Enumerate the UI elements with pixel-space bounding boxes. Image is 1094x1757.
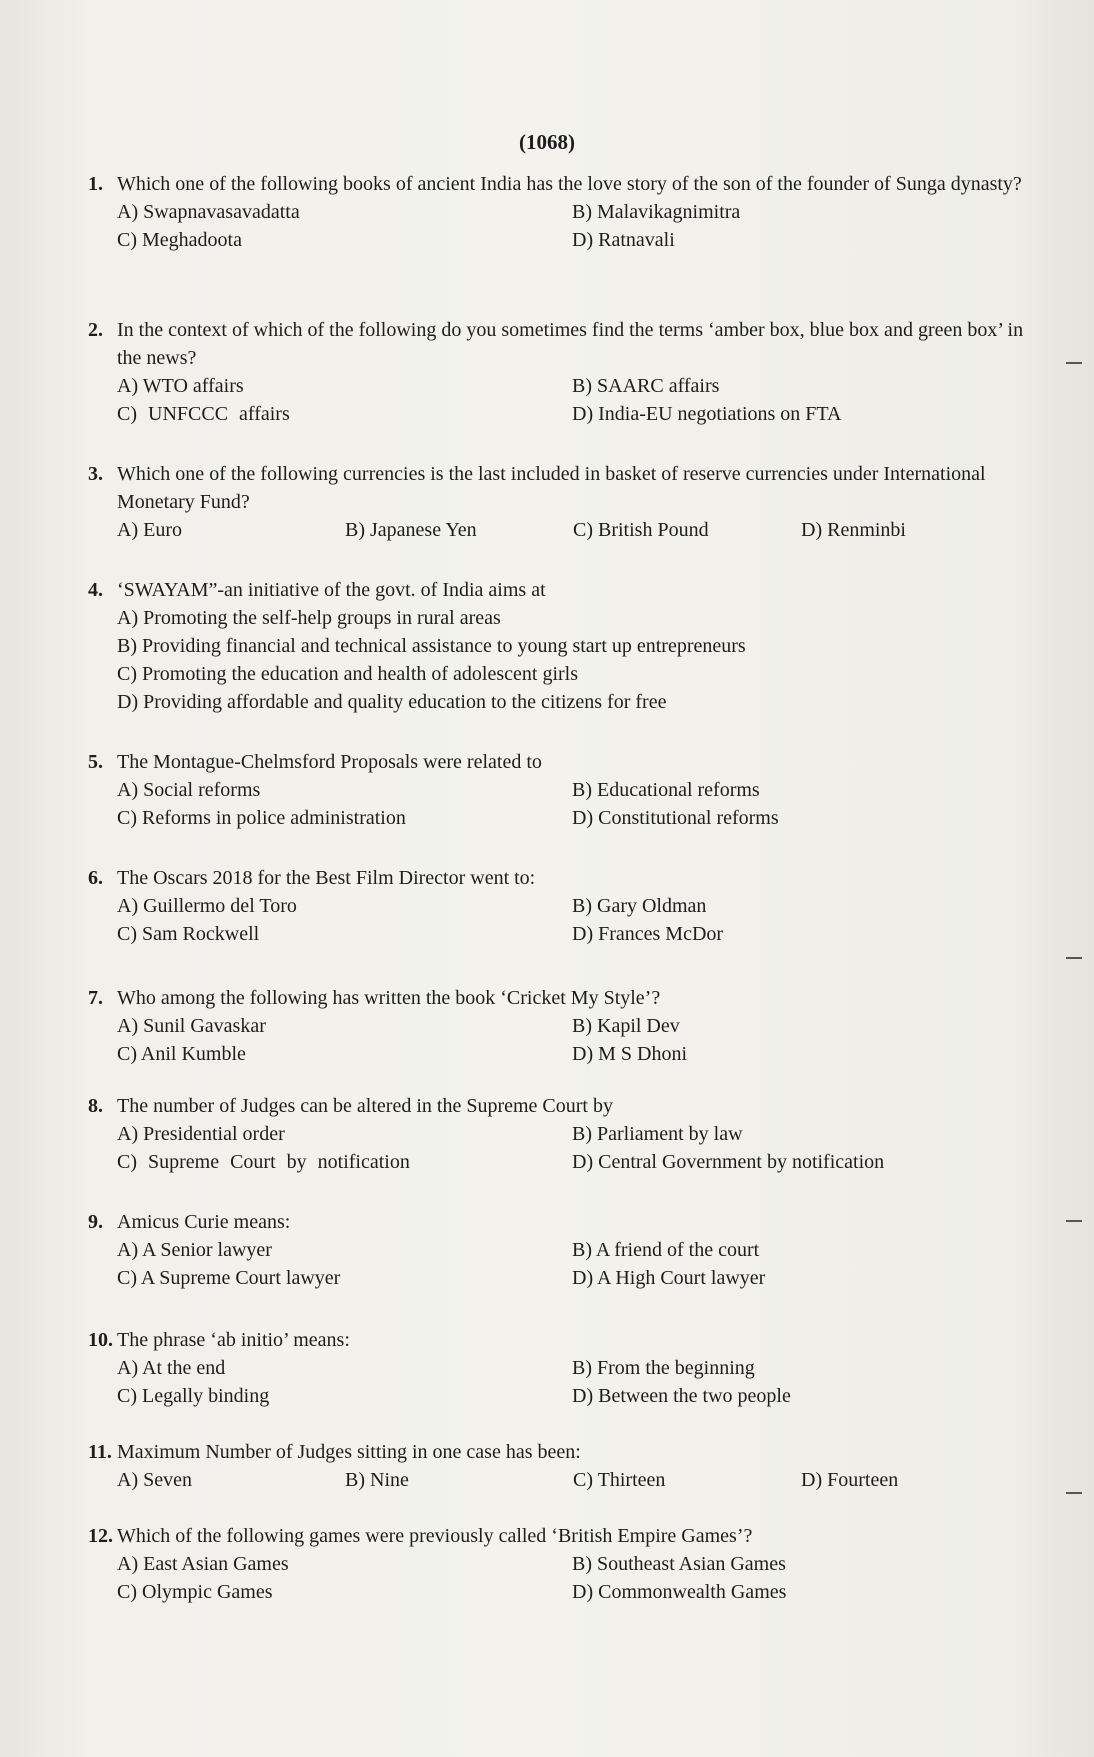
option-a: A) Seven bbox=[117, 1469, 192, 1491]
question-6 bbox=[88, 864, 1038, 948]
question-text: Who among the following has written the book ‘Cricket My Style’? bbox=[117, 987, 661, 1009]
option-d: D) Constitutional reforms bbox=[572, 807, 779, 829]
option-a: A) Guillermo del Toro bbox=[117, 895, 297, 917]
option-d: D) India-EU negotiations on FTA bbox=[572, 403, 842, 425]
question-text: The number of Judges can be altered in the Supreme Court by bbox=[117, 1095, 613, 1117]
option-a: A) Euro bbox=[117, 519, 182, 541]
margin-mark bbox=[1066, 1220, 1082, 1222]
margin-mark bbox=[1066, 957, 1082, 959]
option-b: B) Malavikagnimitra bbox=[572, 201, 741, 223]
margin-mark bbox=[1066, 1492, 1082, 1494]
option-b: B) Kapil Dev bbox=[572, 1015, 680, 1037]
question-text: Which one of the following books of ancient India has the love story of the son of the founder of Sunga dynasty? bbox=[117, 173, 1022, 195]
question-number: 4. bbox=[88, 579, 103, 601]
option-d: D) A High Court lawyer bbox=[572, 1267, 766, 1289]
page-number: (1068) bbox=[519, 130, 575, 154]
option-b: B) A friend of the court bbox=[572, 1239, 760, 1261]
question-4 bbox=[88, 576, 1038, 716]
option-c: C) Reforms in police administration bbox=[117, 807, 406, 829]
option-d: D) Between the two people bbox=[572, 1385, 791, 1407]
question-10 bbox=[88, 1326, 1038, 1410]
option-a: A) Presidential order bbox=[117, 1123, 285, 1145]
question-number: 6. bbox=[88, 867, 103, 889]
question-text: The Oscars 2018 for the Best Film Director went to: bbox=[117, 867, 536, 889]
question-text: ‘SWAYAM”-an initiative of the govt. of India aims at bbox=[117, 579, 546, 601]
question-text: The phrase ‘ab initio’ means: bbox=[117, 1329, 350, 1351]
question-text: In the context of which of the following do you sometimes find the terms ‘amber box, blue box and green box’ in the news? bbox=[117, 319, 1024, 369]
option-c: C) Meghadoota bbox=[117, 229, 242, 251]
question-number: 12. bbox=[88, 1525, 113, 1547]
option-d: D) Fourteen bbox=[801, 1469, 899, 1491]
question-12 bbox=[88, 1522, 1038, 1606]
option-d: D) Frances McDor bbox=[572, 923, 724, 945]
option-c: C) Olympic Games bbox=[117, 1581, 273, 1603]
question-number: 3. bbox=[88, 463, 103, 485]
option-d: D) Central Government by notification bbox=[572, 1151, 885, 1173]
option-a: A) WTO affairs bbox=[117, 375, 244, 397]
option-b: B) Southeast Asian Games bbox=[572, 1553, 786, 1575]
question-9 bbox=[88, 1208, 1038, 1292]
question-number: 2. bbox=[88, 319, 103, 341]
option-a: A) At the end bbox=[117, 1357, 226, 1379]
option-b: B) Nine bbox=[345, 1469, 409, 1491]
option-a: A) East Asian Games bbox=[117, 1553, 289, 1575]
question-5 bbox=[88, 748, 1038, 832]
option-c: C) Thirteen bbox=[573, 1469, 666, 1491]
question-number: 8. bbox=[88, 1095, 103, 1117]
question-number: 9. bbox=[88, 1211, 103, 1233]
option-a: A) A Senior lawyer bbox=[117, 1239, 272, 1261]
question-7 bbox=[88, 984, 1038, 1068]
question-number: 10. bbox=[88, 1329, 113, 1351]
option-b: B) From the beginning bbox=[572, 1357, 755, 1379]
option-c: C) Legally binding bbox=[117, 1385, 270, 1407]
option-c: C) Promoting the education and health of adolescent girls bbox=[117, 663, 578, 685]
option-c: C) Anil Kumble bbox=[117, 1043, 246, 1065]
option-b: B) Parliament by law bbox=[572, 1123, 743, 1145]
option-c: C) Sam Rockwell bbox=[117, 923, 260, 945]
option-a: A) Promoting the self-help groups in rural areas bbox=[117, 607, 501, 629]
question-number: 5. bbox=[88, 751, 103, 773]
question-text: Which one of the following currencies is the last included in basket of reserve currencies under International Monetary Fund? bbox=[117, 463, 986, 513]
option-b: B) SAARC affairs bbox=[572, 375, 720, 397]
option-d: D) M S Dhoni bbox=[572, 1043, 688, 1065]
option-c: C) A Supreme Court lawyer bbox=[117, 1267, 341, 1289]
question-text: Which of the following games were previously called ‘British Empire Games’? bbox=[117, 1525, 753, 1547]
option-b: B) Japanese Yen bbox=[345, 519, 477, 541]
option-b: B) Gary Oldman bbox=[572, 895, 707, 917]
option-c: C) UNFCCC affairs bbox=[117, 403, 290, 425]
question-number: 11. bbox=[88, 1441, 112, 1463]
question-text: Maximum Number of Judges sitting in one case has been: bbox=[117, 1441, 581, 1463]
option-a: A) Social reforms bbox=[117, 779, 261, 801]
option-c: C) Supreme Court by notification bbox=[117, 1151, 410, 1173]
question-11 bbox=[88, 1438, 1038, 1494]
question-text: The Montague-Chelmsford Proposals were related to bbox=[117, 751, 542, 773]
question-text: Amicus Curie means: bbox=[117, 1211, 291, 1233]
option-b: B) Educational reforms bbox=[572, 779, 760, 801]
option-d: D) Commonwealth Games bbox=[572, 1581, 787, 1603]
question-3 bbox=[88, 460, 1038, 544]
margin-mark bbox=[1066, 362, 1082, 364]
question-2 bbox=[88, 316, 1038, 428]
option-a: A) Sunil Gavaskar bbox=[117, 1015, 266, 1037]
option-d: D) Renminbi bbox=[801, 519, 906, 541]
question-number: 1. bbox=[88, 173, 103, 195]
option-d: D) Ratnavali bbox=[572, 229, 675, 251]
option-c: C) British Pound bbox=[573, 519, 709, 541]
question-8 bbox=[88, 1092, 1038, 1176]
option-d: D) Providing affordable and quality education to the citizens for free bbox=[117, 691, 667, 713]
option-a: A) Swapnavasavadatta bbox=[117, 201, 300, 223]
question-1 bbox=[88, 170, 1038, 254]
question-number: 7. bbox=[88, 987, 103, 1009]
option-b: B) Providing financial and technical assistance to young start up entrepreneurs bbox=[117, 635, 746, 657]
